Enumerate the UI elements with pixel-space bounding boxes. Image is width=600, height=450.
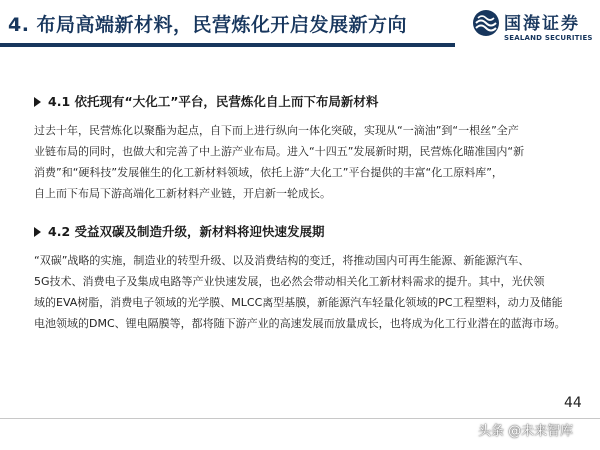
footer-divider (0, 418, 600, 419)
paragraph-line: 电池领域的DMC、锂电隔膜等，都将随下游产业的高速发展而放量成长，也将成为化工行业潜在的蓝海市场。 (34, 317, 566, 330)
bullet-arrow-icon (34, 97, 41, 107)
page-number: 44 (564, 395, 582, 411)
slide-title: 4. 布局高端新材料，民营炼化开启发展新方向 (8, 14, 408, 36)
paragraph-line: 域的EVA树脂，消费电子领域的光学膜、MLCC离型基膜，新能源汽车轻量化领域的PC工程塑料，动力及储能 (34, 296, 563, 309)
section-heading: 4.2 受益双碳及制造升级，新材料将迎快速发展期 (48, 224, 325, 239)
paragraph-line: 消费”和“硬科技”发展催生的化工新材料领域，依托上游“大化工”平台提供的丰富“化工原料库”， (34, 166, 503, 179)
paragraph-line: “双碳”战略的实施，制造业的转型升级、以及消费结构的变迁，将推动国内可再生能源、新能源汽车、 (34, 254, 530, 267)
section-heading: 4.1 依托现有“大化工”平台，民营炼化自上而下布局新材料 (48, 94, 379, 109)
watermark-text: 头条 @未来智库 (478, 424, 574, 439)
sealand-logo (471, 8, 593, 46)
slide-header (0, 0, 600, 56)
paragraph-line: 5G技术、消费电子及集成电路等产业快速发展，也必然会带动相关化工新材料需求的提升。其中，光伏领 (34, 275, 545, 288)
logo-english-name: SEALAND SECURITIES (504, 34, 593, 42)
paragraph-line: 过去十年，民营炼化以聚酯为起点，自下而上进行纵向一体化突破，实现从“一滴油”到“一根丝”全产 (34, 124, 519, 137)
paragraph-line: 业链布局的同时，也做大和完善了中上游产业布局。进入“十四五”发展新时期，民营炼化瞄准国内“新 (34, 145, 525, 158)
section-paragraph (34, 120, 582, 204)
section-paragraph (34, 250, 582, 334)
sealand-logo-icon (471, 8, 501, 38)
bullet-arrow-icon (34, 227, 41, 237)
paragraph-line: 自上而下布局下游高端化工新材料产业链，开启新一轮成长。 (34, 187, 331, 200)
logo-chinese-name: 国海证券 (504, 14, 580, 34)
title-underline (0, 43, 455, 47)
